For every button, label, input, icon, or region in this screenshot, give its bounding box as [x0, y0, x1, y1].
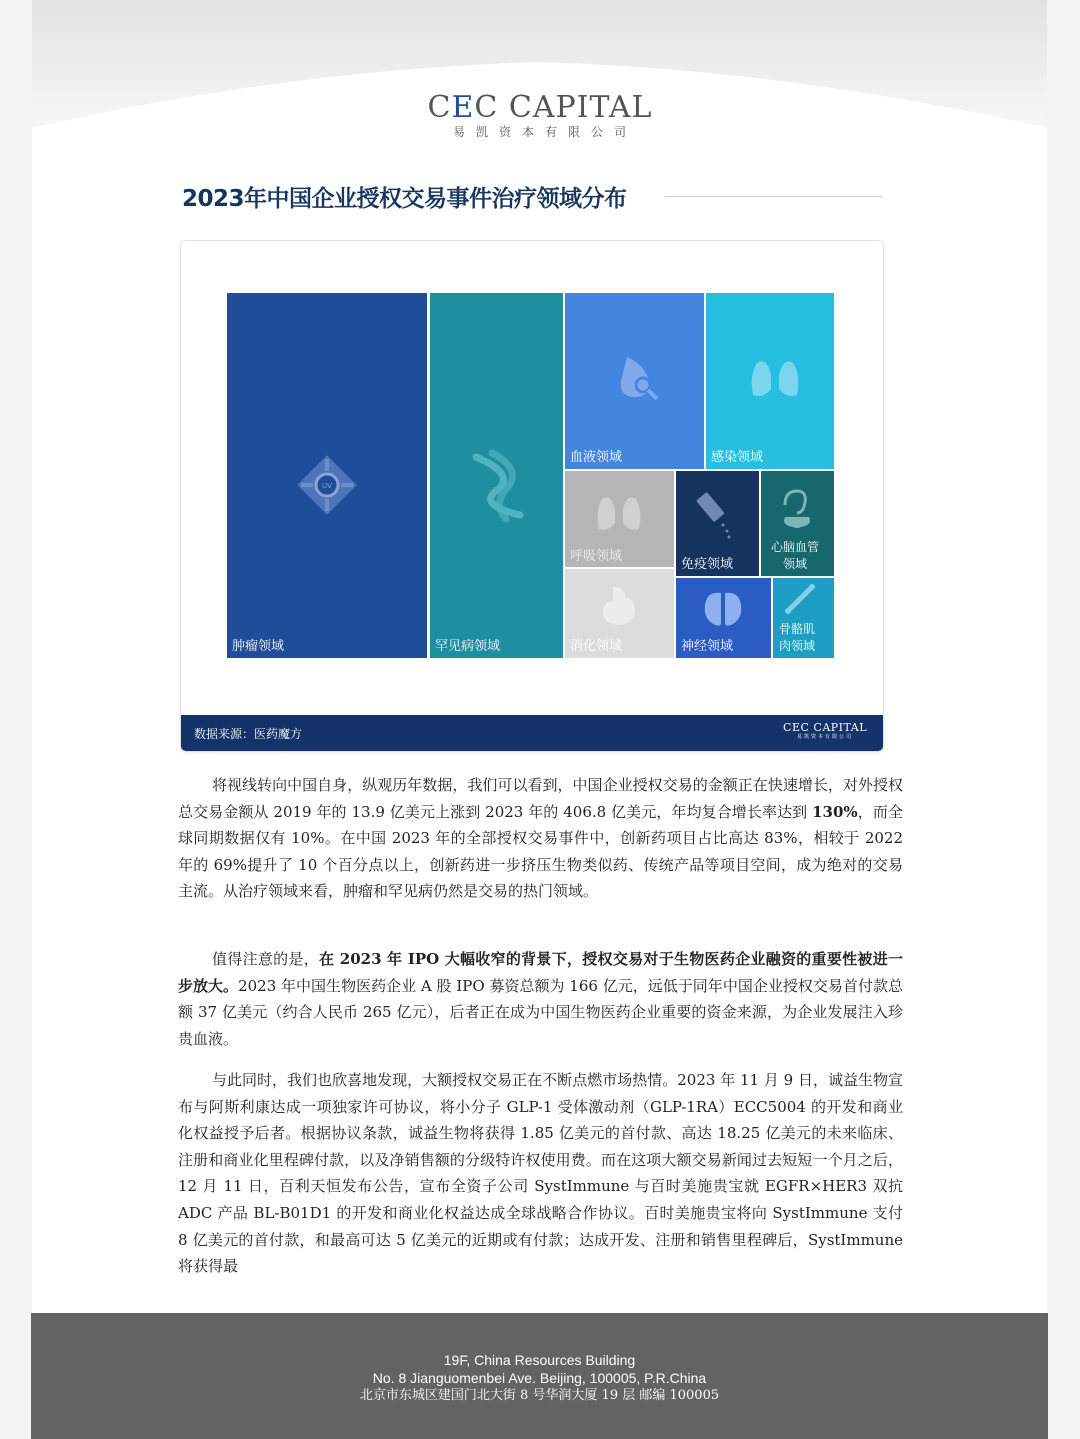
logo-subtitle: 易凯资本有限公司 [452, 125, 637, 139]
label-respiratory: 呼吸领域 [570, 549, 623, 564]
title-divider [665, 196, 883, 197]
paragraph-3 [178, 1067, 903, 1280]
chart-footer-logo-main: CEC CAPITAL [783, 721, 867, 734]
svg-text:UV: UV [322, 482, 332, 490]
label-digestive: 消化领域 [570, 639, 623, 654]
treemap-chart-card [180, 240, 884, 752]
label-musculo-line2: 肉领域 [779, 639, 816, 653]
p2-bold: 在 2023 年 IPO 大幅收窄的背景下，授权交易对于生物医药企业融资的重要性被进一步放大。 [178, 950, 903, 995]
chart-footer-logo-sub: 易凯资本有限公司 [797, 734, 854, 740]
p1-bold: 130% [812, 802, 858, 821]
tile-rare [430, 293, 563, 658]
label-rare: 罕见病领域 [435, 639, 501, 654]
footer-address-line3: 北京市东城区建国门北大街 8 号华润大厦 19 层 邮编 100005 [359, 1388, 720, 1403]
data-source: 数据来源：医药魔方 [194, 727, 303, 741]
paragraph-2 [178, 946, 903, 1052]
paragraph-1 [178, 772, 903, 905]
footer-address-line2: No. 8 Jianguomenbei Ave. Beijing, 100005, P.R.China [372, 1370, 707, 1386]
label-cardio-line2: 领域 [782, 557, 808, 571]
page-margin-right [1047, 0, 1080, 1439]
p1-text-c: ，而全球同期数据仅有 10%。在中国 2023 年的全部授权交易事件中，创新药项目占比高达 83%，相较于 2022 年的 69%提升了 10 个百分点以上，创新药进一步挤压生物类似药、传统产品等项目空间，成为绝对的交易主流。从治疗领域来看，肿瘤和罕见病仍然是交易的热门领域。 [178, 802, 903, 901]
label-immune: 免疫领域 [681, 557, 734, 572]
label-infection: 感染领域 [711, 450, 764, 465]
logo-wordmark: CEC CAPITAL [427, 90, 653, 125]
p1-text-a: 将视线转向中国自身，纵观历年数据，我们可以看到，中国企业授权交易的金额正在快速增长，对外授权总交易金额从 2019 年的 13.9 亿美元上涨到 2023 年的 406.8 亿美元，年均复合增长率达到 [178, 776, 903, 821]
label-cardio-line1: 心脑血管 [770, 540, 820, 554]
treemap-chart [181, 241, 883, 715]
p2-text-a: 值得注意的是， [212, 950, 319, 968]
page-footer [31, 1313, 1048, 1439]
label-blood: 血液领域 [570, 450, 623, 465]
company-logo [0, 90, 1080, 140]
label-neuro: 神经领域 [681, 639, 734, 654]
chart-footer-bar [181, 715, 883, 751]
p3-text: 与此同时，我们也欣喜地发现，大额授权交易正在不断点燃市场热情。2023 年 11 月 9 日，诚益生物宣布与阿斯利康达成一项独家许可协议，将小分子 GLP-1 受体激动剂（GLP-1RA）ECC5004 的开发和商业化权益授予后者。根据协议条款，诚益生物将获得 1.85 亿美元的首付款、高达 18.25 亿美元的未来临床、注册和商业化里程碑付款，以及净销售额的分级特许权使用费。而在这项大额交易新闻过去短短一个月之后，12 月 11 日，百利天恒发布公告，宣布全资子公司 SystImmune 与百时美施贵宝就 EGFR×HER3 双抗 ADC 产品 BL-B01D1 的开发和商业化权益达成全球战略合作协议。百时美施贵宝将向 SystImmune 支付 8 亿美元的首付款，和最高可达 5 亿美元的近期或有付款；达成开发、注册和销售里程碑后，SystImmune 将获得最 [178, 1071, 903, 1276]
label-oncology: 肿瘤领域 [232, 639, 285, 654]
section-title: 2023年中国企业授权交易事件治疗领域分布 [182, 186, 627, 212]
p2-text-c: 2023 年中国生物医药企业 A 股 IPO 募资总额为 166 亿元，远低于同年中国企业授权交易首付款总额 37 亿美元（约合人民币 265 亿元），后者正在成为中国生物医药企业重要的资金来源，为企业发展注入珍贵血液。 [178, 976, 903, 1048]
page-margin-left [0, 0, 32, 1439]
footer-address-line1: 19F, China Resources Building [443, 1352, 636, 1368]
label-musculo-line1: 骨骼肌 [779, 622, 816, 636]
chart-footer-logo [783, 721, 867, 740]
